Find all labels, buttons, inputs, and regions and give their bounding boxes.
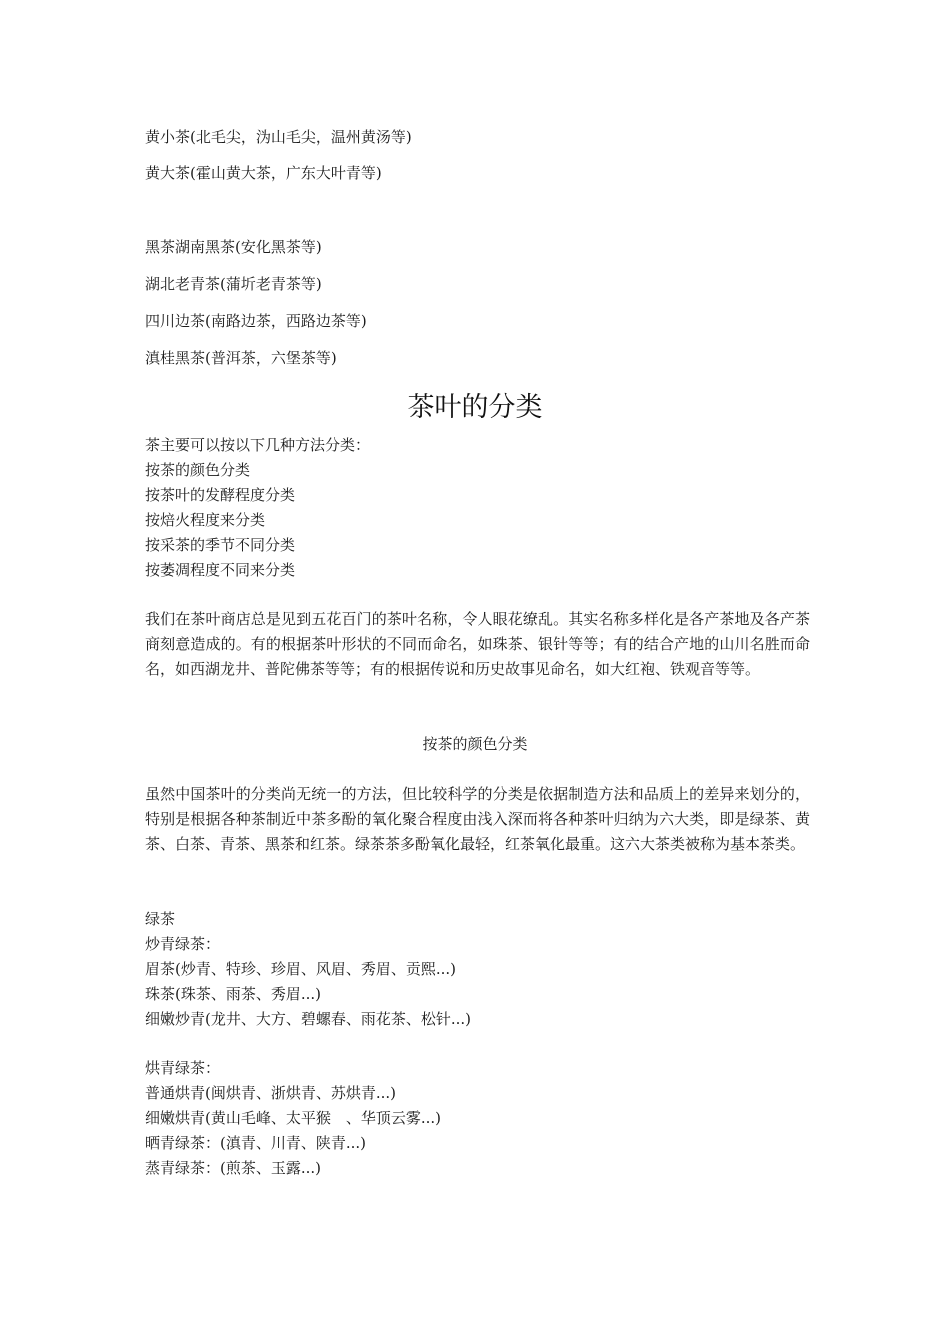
page-title: 茶叶的分类 (407, 392, 543, 423)
list-item: 按茶的颜色分类 (145, 461, 251, 479)
list-item: 按焙火程度来分类 (145, 511, 266, 529)
baked-tea-list (145, 1056, 441, 1181)
intro-paragraph: 我们在茶叶商店总是见到五花百门的茶叶名称，令人眼花缭乱。其实名称多样化是各产茶地及各产茶商刻意造成的。有的根据茶叶形状的不同而命名，如珠茶、银针等等；有的结合产地的山川名胜而命名，如西湖龙井、普陀佛茶等等；有的根据传说和历史故事见命名，如大红袍、铁观音等等。 (145, 610, 810, 678)
list-item: 晒青绿茶：(滇青、川青、陕青...) (145, 1134, 367, 1152)
methods-list (145, 433, 370, 583)
list-item: 按萎凋程度不同来分类 (145, 561, 296, 579)
list-item: 按采茶的季节不同分类 (145, 536, 296, 554)
section-heading: 按茶的颜色分类 (422, 735, 528, 753)
text-line: 四川边茶(南路边茶，西路边茶等) (145, 312, 367, 330)
list-item: 炒青绿茶： (145, 935, 221, 953)
text-line: 湖北老青茶(蒲圻老青茶等) (145, 275, 322, 293)
list-item: 烘青绿茶： (145, 1059, 221, 1077)
list-item: 眉茶(炒青、特珍、珍眉、风眉、秀眉、贡熙...) (145, 960, 457, 978)
list-item: 绿茶 (145, 910, 176, 928)
text-line: 黑茶湖南黑茶(安化黑茶等) (145, 238, 322, 256)
list-item: 普通烘青(闽烘青、浙烘青、苏烘青...) (145, 1084, 397, 1102)
list-item: 细嫩烘青(黄山毛峰、太平猴 、华顶云雾...) (145, 1109, 442, 1127)
list-item: 蒸青绿茶：(煎茶、玉露...) (145, 1159, 322, 1177)
color-paragraph: 虽然中国茶叶的分类尚无统一的方法，但比较科学的分类是依据制造方法和品质上的差异来划分的，特别是根据各种茶制近中茶多酚的氧化聚合程度由浅入深而将各种茶叶归纳为六大类，即是绿茶、黄茶、白茶、青茶、黑茶和红茶。绿茶茶多酚氧化最轻，红茶氧化最重。这六大茶类被称为基本茶类。 (145, 785, 810, 853)
text-line: 黄大茶(霍山黄大茶，广东大叶青等) (145, 164, 382, 182)
text-line: 黄小茶(北毛尖，沩山毛尖，温州黄汤等) (145, 128, 412, 146)
list-item: 细嫩炒青(龙井、大方、碧螺春、雨花茶、松针...) (145, 1010, 472, 1028)
list-item: 茶主要可以按以下几种方法分类： (145, 436, 371, 454)
text-line: 滇桂黑茶(普洱茶，六堡茶等) (145, 349, 337, 367)
list-item: 珠茶(珠茶、雨茶、秀眉...) (145, 985, 322, 1003)
list-item: 按茶叶的发酵程度分类 (145, 486, 296, 504)
green-tea-list (145, 907, 471, 1032)
